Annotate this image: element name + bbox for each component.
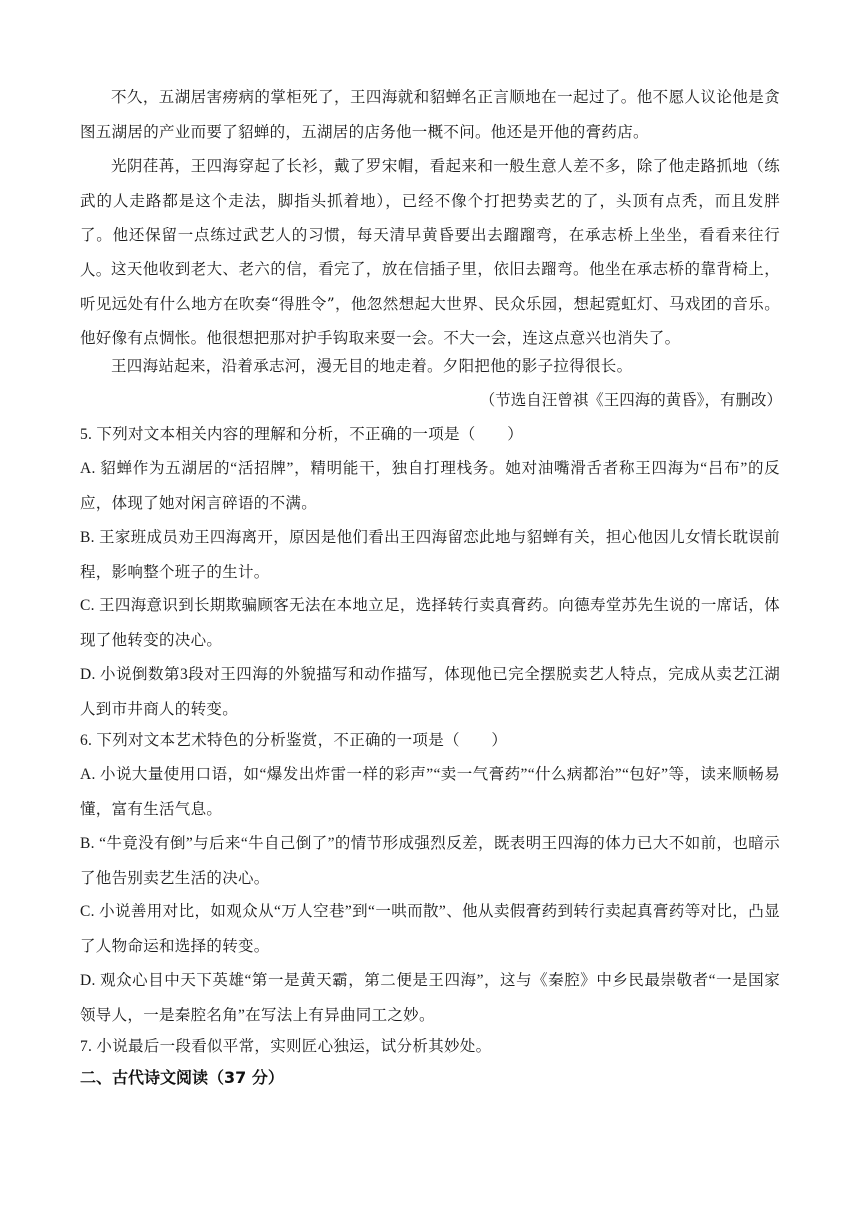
- question-6-stem: 6. 下列对文本艺术特色的分析鉴赏，不正确的一项是（ ）: [80, 732, 508, 749]
- question-7-stem: 7. 小说最后一段看似平常，实则匠心独运，试分析其妙处。: [80, 1038, 492, 1055]
- question-5-option-a: A. 貂蝉作为五湖居的“活招牌”，精明能干，独自打理栈务。她对油嘴滑舌者称王四海为“吕布”的反应，体现了她对闲言碎语的不满。: [80, 460, 780, 512]
- passage-source: （节选自汪曾祺《王四海的黄昏》，有删改）: [479, 391, 782, 409]
- question-5-stem: 5. 下列对文本相关内容的理解和分析，不正确的一项是（ ）: [80, 426, 524, 443]
- question-5-option-d: D. 小说倒数第3段对王四海的外貌描写和动作描写，体现他已完全摆脱卖艺人特点，完成从卖艺江湖人到市井商人的转变。: [80, 666, 780, 718]
- question-5-option-b: B. 王家班成员劝王四海离开，原因是他们看出王四海留恋此地与貂蝉有关，担心他因儿女情长耽误前程，影响整个班子的生计。: [80, 529, 780, 581]
- section-heading: 二、古代诗文阅读（37 分）: [80, 1068, 284, 1087]
- passage-paragraph-1: 不久，五湖居害痨病的掌柜死了，王四海就和貂蝉名正言顺地在一起过了。他不愿人议论他是贪图五湖居的产业而要了貂蝉的，五湖居的店务他一概不问。他还是开他的膏药店。: [80, 88, 780, 141]
- passage-paragraph-4: 王四海站起来，沿着承志河，漫无目的地走着。夕阳把他的影子拉得很长。: [111, 357, 633, 375]
- passage-paragraph-2: 光阴荏苒，王四海穿起了长衫，戴了罗宋帽，看起来和一般生意人差不多，除了他走路抓地（练武的人走路都是这个走法，脚指头抓着地），已经不像个打把势卖艺的了，头顶有点秃，而且发胖了。他还保留一点练过武艺人的习惯，每天清早黄昏要出去蹓蹓弯，在承志桥上坐坐，看看来往行人。: [80, 157, 780, 279]
- question-6-option-c: C. 小说善用对比，如观众从“万人空巷”到“一哄而散”、他从卖假膏药到转行卖起真膏药等对比，凸显了人物命运和选择的转变。: [80, 903, 780, 955]
- question-6-option-a: A. 小说大量使用口语，如“爆发出炸雷一样的彩声”“卖一气膏药”“什么病都治”“包好”等，读来顺畅易懂，富有生活气息。: [80, 766, 780, 818]
- question-6-option-d: D. 观众心目中天下英雄“第一是黄天霸，第二便是王四海”，这与《秦腔》中乡民最崇敬者“一是国家领导人，一是秦腔名角”在写法上有异曲同工之妙。: [80, 972, 780, 1024]
- question-6-option-b: B. “牛竟没有倒”与后来“牛自己倒了”的情节形成强烈反差，既表明王四海的体力已大不如前，也暗示了他告别卖艺生活的决心。: [80, 835, 780, 887]
- question-5-option-c: C. 王四海意识到长期欺骗顾客无法在本地立足，选择转行卖真膏药。向德寿堂苏先生说的一席话，体现了他转变的决心。: [80, 597, 780, 649]
- passage-paragraph-3: 这天他收到老大、老六的信，看完了，放在信插子里，依旧去蹓弯。他坐在承志桥的靠背椅上，听见远处有什么地方在吹奏“得胜令”，他忽然想起大世界、民众乐园，想起霓虹灯、马戏团的音乐。他好像有点惆怅。他很想把那对护手钩取来耍一会。不大一会，连这点意兴也消失了。: [80, 260, 780, 347]
